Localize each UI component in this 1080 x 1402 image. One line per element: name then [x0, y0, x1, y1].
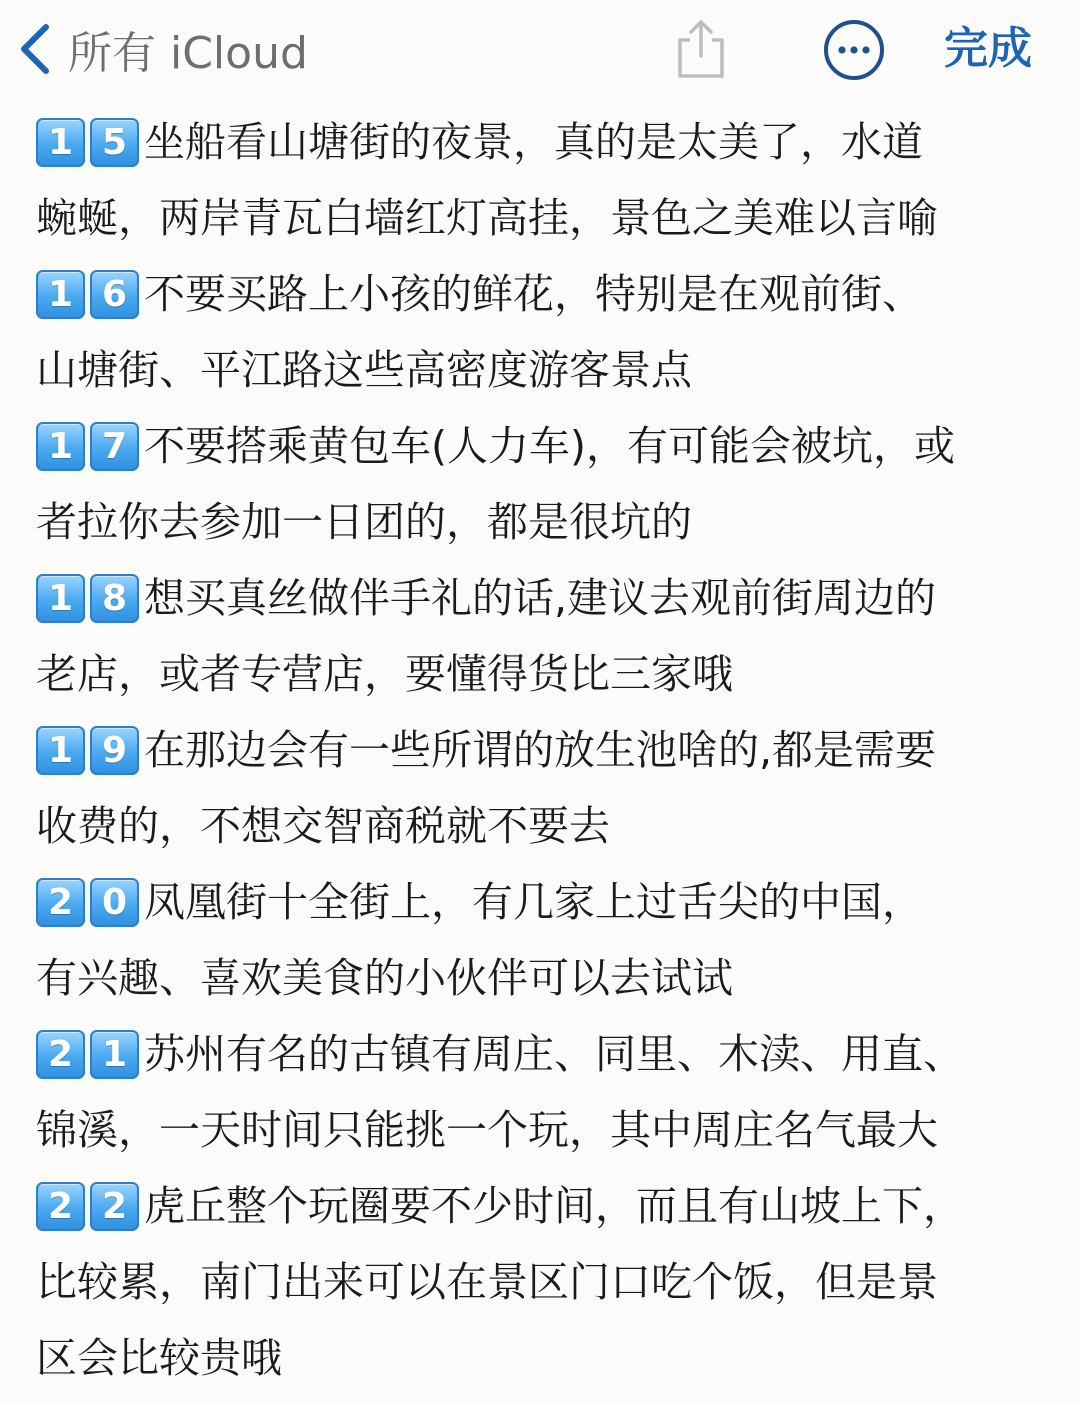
number-emoji-badge: 1	[36, 270, 85, 319]
note-line	[36, 256, 1036, 332]
number-emoji-badge: 2	[36, 1030, 85, 1079]
back-button[interactable]	[14, 14, 308, 84]
note-body[interactable]	[36, 104, 1036, 1396]
note-line-text: 不要搭乘黄包车(人力车)，有可能会被坑，或	[144, 422, 955, 470]
note-line-text: 区会比较贵哦	[36, 1334, 282, 1382]
note-line	[36, 1320, 1036, 1396]
number-emoji-badge: 2	[90, 1182, 139, 1231]
note-line-text: 想买真丝做伴手礼的话,建议去观前街周边的	[144, 574, 937, 622]
back-chevron-icon	[14, 19, 58, 79]
number-emoji-badge: 1	[36, 574, 85, 623]
number-emoji-badge: 1	[36, 726, 85, 775]
note-line	[36, 332, 1036, 408]
note-line-text: 锦溪，一天时间只能挑一个玩，其中周庄名气最大	[36, 1106, 938, 1154]
more-icon[interactable]	[822, 18, 886, 82]
note-line	[36, 864, 1036, 940]
number-emoji-badge: 1	[36, 118, 85, 167]
done-button[interactable]: 完成	[944, 23, 1032, 74]
number-emoji-badge: 9	[90, 726, 139, 775]
note-line	[36, 408, 1036, 484]
note-line	[36, 1244, 1036, 1320]
number-emoji-badge: 6	[90, 270, 139, 319]
back-label: 所有 iCloud	[68, 28, 308, 79]
number-emoji-badge: 5	[90, 118, 139, 167]
number-emoji-badge: 7	[90, 422, 139, 471]
share-icon[interactable]	[668, 16, 734, 82]
note-line	[36, 1168, 1036, 1244]
note-line	[36, 636, 1036, 712]
note-line	[36, 560, 1036, 636]
note-line-text: 老店，或者专营店，要懂得货比三家哦	[36, 650, 733, 698]
number-emoji-badge: 0	[90, 878, 139, 927]
number-emoji-badge: 2	[36, 1182, 85, 1231]
note-line	[36, 180, 1036, 256]
note-line-text: 凤凰街十全街上，有几家上过舌尖的中国，	[144, 878, 923, 926]
note-line-text: 在那边会有一些所谓的放生池啥的,都是需要	[144, 726, 937, 774]
note-line-text: 不要买路上小孩的鲜花，特别是在观前街、	[144, 270, 923, 318]
note-line	[36, 1016, 1036, 1092]
note-line	[36, 940, 1036, 1016]
note-line-text: 山塘街、平江路这些高密度游客景点	[36, 346, 692, 394]
note-line-text: 者拉你去参加一日团的，都是很坑的	[36, 498, 692, 546]
note-line-text: 比较累，南门出来可以在景区门口吃个饭，但是景	[36, 1258, 938, 1306]
nav-bar	[0, 0, 1080, 100]
note-line	[36, 712, 1036, 788]
number-emoji-badge: 8	[90, 574, 139, 623]
note-line	[36, 104, 1036, 180]
note-line	[36, 788, 1036, 864]
note-line-text: 收费的，不想交智商税就不要去	[36, 802, 610, 850]
note-line-text: 虎丘整个玩圈要不少时间，而且有山坡上下，	[144, 1182, 964, 1230]
note-line-text: 苏州有名的古镇有周庄、同里、木渎、用直、	[144, 1030, 964, 1078]
note-line-text: 蜿蜒，两岸青瓦白墙红灯高挂，景色之美难以言喻	[36, 194, 938, 242]
note-line	[36, 1092, 1036, 1168]
note-line	[36, 484, 1036, 560]
number-emoji-badge: 2	[36, 878, 85, 927]
number-emoji-badge: 1	[90, 1030, 139, 1079]
note-line-text: 有兴趣、喜欢美食的小伙伴可以去试试	[36, 954, 733, 1002]
number-emoji-badge: 1	[36, 422, 85, 471]
note-line-text: 坐船看山塘街的夜景，真的是太美了，水道	[144, 118, 923, 166]
